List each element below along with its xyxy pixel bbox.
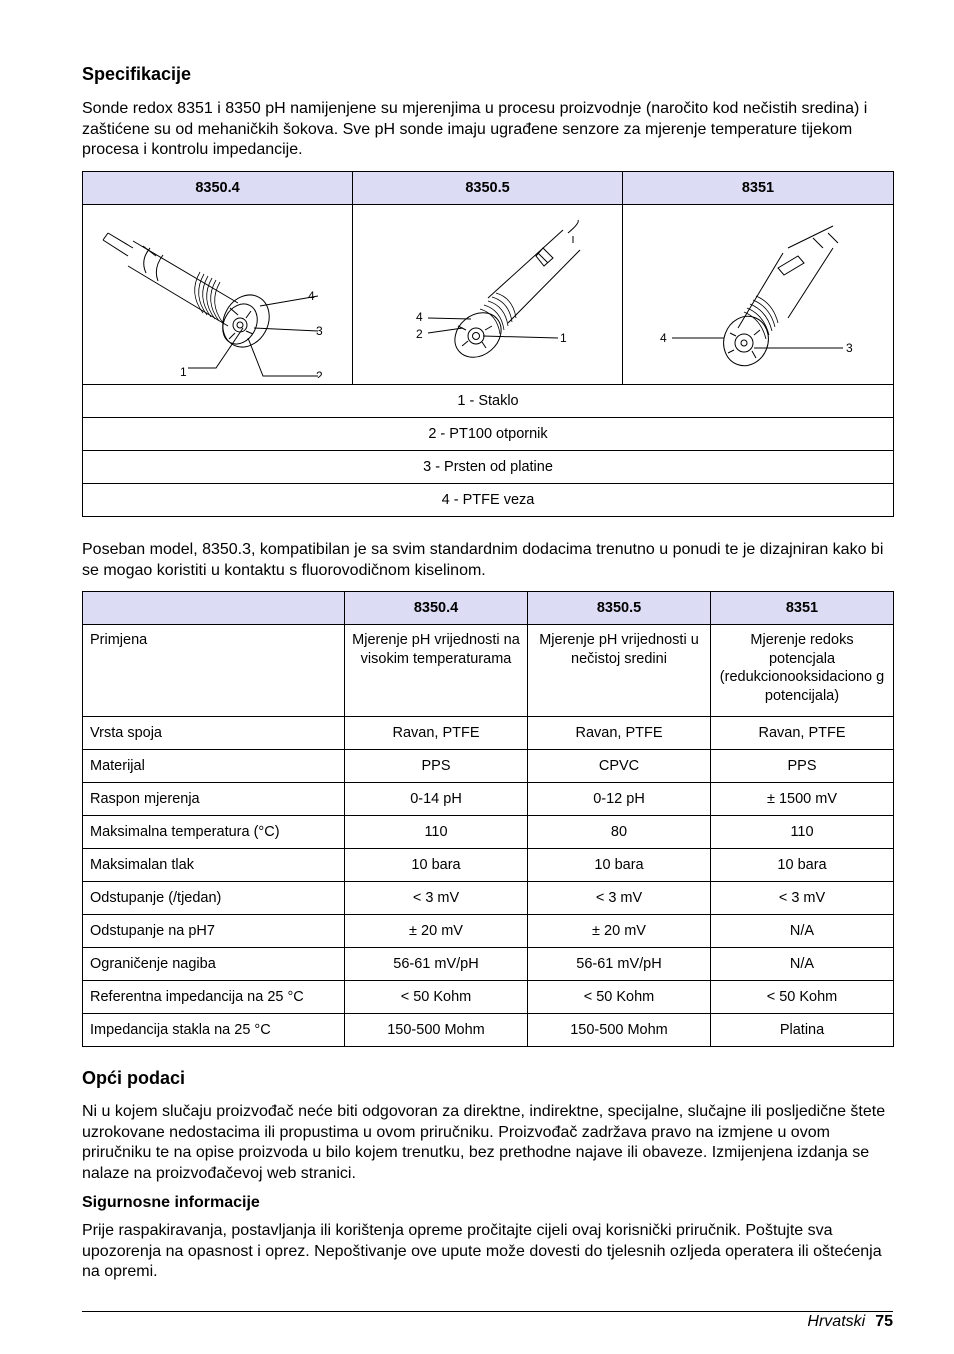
spec-header-8350-5: 8350.5 xyxy=(528,592,711,625)
row-label: Materijal xyxy=(83,750,345,783)
table-cell: N/A xyxy=(711,915,894,948)
general-info-paragraph: Ni u kojem slučaju proizvođač neće biti odgovoran za direktne, indirektne, specijalne, slučajne ili posljedične štete uzrokovane nedostacima ili propustima u ovom priručniku. Proizvođač zadržava pravo na izmjene u ovom priručniku te na opise proizvoda u bilo kojem trenutku, bez prethodne najave ili obaveze. Izmijenjena izdanja se nalaze na proizvođačevoj web stranici. xyxy=(82,1103,886,1182)
table-cell: Ravan, PTFE xyxy=(345,717,528,750)
table-row xyxy=(83,981,894,1014)
table-row xyxy=(83,849,894,882)
table-cell: 10 bara xyxy=(528,849,711,882)
table-cell: 56-61 mV/pH xyxy=(528,948,711,981)
table-cell: 110 xyxy=(711,816,894,849)
footer-divider xyxy=(82,1311,893,1312)
safety-info-paragraph: Prije raspakiravanja, postavljanja ili korištenja opreme pročitajte cijeli ovaj korisnički priručnik. Poštujte sva upozorenja na opasnost i oprez. Nepoštivanje ove upute može dovesti do tjelesnih ozljeda operatera ili oštećenja na opremi. xyxy=(82,1222,882,1280)
page-number: 75 xyxy=(875,1313,893,1330)
table-row xyxy=(83,882,894,915)
legend-item: 2 - PT100 otpornik xyxy=(83,418,894,451)
table-cell: Platina xyxy=(711,1014,894,1047)
spec-header-8351: 8351 xyxy=(711,592,894,625)
general-info-heading: Opći podaci xyxy=(82,1068,186,1088)
probe-figure-8350-4 xyxy=(83,205,353,385)
callout-4: 4 xyxy=(415,309,423,324)
table-cell: 0-12 pH xyxy=(528,783,711,816)
probe-figure-8350-5 xyxy=(353,205,623,385)
table-row xyxy=(83,783,894,816)
table-cell: 10 bara xyxy=(345,849,528,882)
probe-8350-4-drawing xyxy=(88,208,348,378)
callout-3: 3 xyxy=(315,323,323,338)
callout-2: 2 xyxy=(415,326,423,341)
row-label: Referentna impedancija na 25 °C xyxy=(83,981,345,1014)
table-cell: < 50 Kohm xyxy=(528,981,711,1014)
row-label: Maksimalan tlak xyxy=(83,849,345,882)
row-label: Primjena xyxy=(83,625,345,717)
legend-item: 4 - PTFE veza xyxy=(83,484,894,517)
callout-3: 3 xyxy=(846,340,853,355)
probe-header-8350-4: 8350.4 xyxy=(83,172,353,205)
table-row xyxy=(83,717,894,750)
row-label: Maksimalna temperatura (°C) xyxy=(83,816,345,849)
intro-paragraph: Sonde redox 8351 i 8350 pH namijenjene su mjerenjima u procesu proizvodnje (naročito kod nečistih sredina) i zaštićene su od mehaničkih šokova. Sve pH sonde imaju ugrađene senzore za mjerenje temperature tijekom procesa i kontrolu impedancije. xyxy=(82,100,868,158)
row-label: Odstupanje (/tjedan) xyxy=(83,882,345,915)
table-cell: < 50 Kohm xyxy=(345,981,528,1014)
table-cell: 150-500 Mohm xyxy=(528,1014,711,1047)
callout-4: 4 xyxy=(660,330,667,345)
spec-header-empty xyxy=(83,592,345,625)
table-cell: 0-14 pH xyxy=(345,783,528,816)
legend-item: 3 - Prsten od platine xyxy=(83,451,894,484)
table-cell: N/A xyxy=(711,948,894,981)
table-row xyxy=(83,750,894,783)
row-label: Ograničenje nagiba xyxy=(83,948,345,981)
probe-8351-drawing xyxy=(628,208,888,378)
table-row xyxy=(83,915,894,948)
table-cell: < 3 mV xyxy=(345,882,528,915)
spec-header-row xyxy=(83,592,894,625)
table-cell: Mjerenje redoks potencjala (redukcionooksidaciono g potencijala) xyxy=(711,625,894,717)
table-cell: 150-500 Mohm xyxy=(345,1014,528,1047)
table-cell: ± 20 mV xyxy=(528,915,711,948)
table-cell: CPVC xyxy=(528,750,711,783)
callout-2: 2 xyxy=(315,368,323,378)
safety-info-heading: Sigurnosne informacije xyxy=(82,1194,260,1211)
table-row xyxy=(83,1014,894,1047)
table-cell: < 3 mV xyxy=(528,882,711,915)
callout-1: 1 xyxy=(179,364,187,378)
probe-8350-5-drawing xyxy=(358,208,618,378)
page-footer xyxy=(807,1313,893,1331)
table-cell: ± 20 mV xyxy=(345,915,528,948)
table-cell: 56-61 mV/pH xyxy=(345,948,528,981)
spec-header-8350-4: 8350.4 xyxy=(345,592,528,625)
table-row xyxy=(83,625,894,717)
table-cell: 110 xyxy=(345,816,528,849)
probe-header-8350-5: 8350.5 xyxy=(353,172,623,205)
specifications-heading: Specifikacije xyxy=(82,64,192,84)
table-cell: Ravan, PTFE xyxy=(528,717,711,750)
probe-figure-table xyxy=(82,171,894,517)
table-cell: 80 xyxy=(528,816,711,849)
table-cell: 10 bara xyxy=(711,849,894,882)
table-row xyxy=(83,816,894,849)
probe-header-8351: 8351 xyxy=(623,172,894,205)
table-cell: < 3 mV xyxy=(711,882,894,915)
probe-figure-8351 xyxy=(623,205,894,385)
table-row xyxy=(83,948,894,981)
row-label: Raspon mjerenja xyxy=(83,783,345,816)
table-cell: Mjerenje pH vrijednosti u nečistoj sredini xyxy=(528,625,711,717)
footer-language: Hrvatski xyxy=(807,1313,866,1330)
row-label: Impedancija stakla na 25 °C xyxy=(83,1014,345,1047)
row-label: Odstupanje na pH7 xyxy=(83,915,345,948)
spec-table xyxy=(82,591,894,1047)
table-cell: Mjerenje pH vrijednosti na visokim temperaturama xyxy=(345,625,528,717)
table-cell: PPS xyxy=(711,750,894,783)
table-cell: ± 1500 mV xyxy=(711,783,894,816)
row-label: Vrsta spoja xyxy=(83,717,345,750)
table-cell: Ravan, PTFE xyxy=(711,717,894,750)
callout-4: 4 xyxy=(307,288,315,303)
table-cell: PPS xyxy=(345,750,528,783)
table-cell: < 50 Kohm xyxy=(711,981,894,1014)
callout-1: 1 xyxy=(559,330,567,345)
special-model-paragraph: Poseban model, 8350.3, kompatibilan je sa svim standardnim dodacima trenutno u ponudi te je dizajniran kako bi se mogao koristiti u kontaktu s fluorovodičnom kiselinom. xyxy=(82,541,884,579)
legend-item: 1 - Staklo xyxy=(83,385,894,418)
